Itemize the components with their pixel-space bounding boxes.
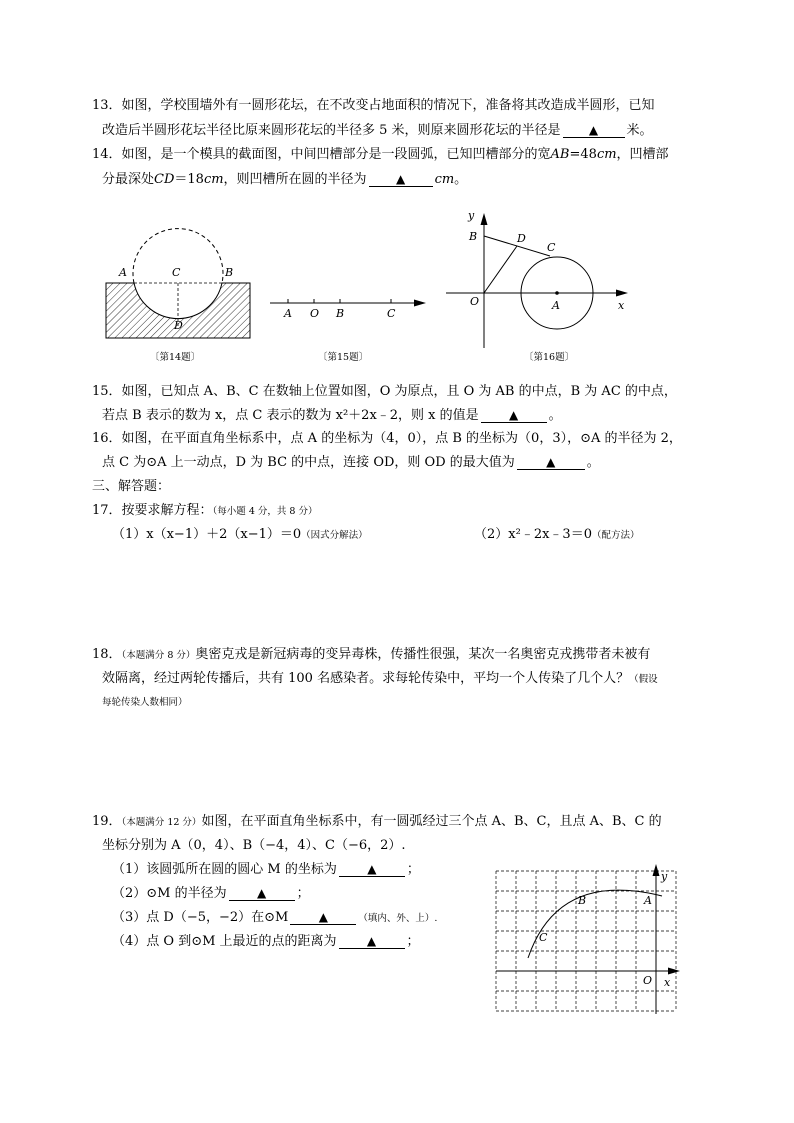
y-axis-arrow — [481, 213, 488, 225]
number-line-arrow — [414, 300, 426, 307]
q16-answer-blank[interactable]: ▲ — [517, 455, 585, 470]
label-b: B — [336, 307, 345, 320]
q15-line2: 若点 B 表示的数为 x，点 C 表示的数为 x²＋2x﹣2，则 x 的值是 ▲ 。 — [102, 408, 562, 423]
figure-14 — [100, 218, 260, 368]
q19-sub4: （4）点 O 到⊙M 上最近的点的距离为 ▲ ； — [112, 934, 420, 949]
q18-line2: 效隔离，经过两轮传播后，共有 100 名感染者。求每轮传染中，平均一个人传染了几个人？（假设 — [102, 671, 658, 686]
label-x: x — [618, 299, 625, 312]
q16-line1: 16．如图，在平面直角坐标系中，点 A 的坐标为（4，0），点 B 的坐标为（0，3），⊙A 的半径为 2， — [92, 431, 682, 446]
x-axis-arrow — [616, 290, 628, 297]
figure-19 — [488, 862, 688, 1020]
q19-sub3-blank[interactable]: ▲ — [290, 910, 356, 925]
label-c: C — [172, 266, 181, 279]
q13-line1: 13．如图，学校围墙外有一圆形花坛，在不改变占地面积的情况下，准备将其改造成半圆形，已知 — [92, 98, 655, 113]
label-a: A — [644, 894, 652, 907]
q17-part1: （1）x（x−1）＋2（x−1）＝0（因式分解法） — [112, 527, 368, 542]
segment-od — [484, 246, 517, 293]
q13-answer-blank[interactable]: ▲ — [563, 123, 625, 138]
label-a: A — [284, 307, 292, 320]
q14-answer-blank[interactable]: ▲ — [369, 172, 433, 187]
caption-14: 〔第14题〕 — [150, 352, 201, 363]
q18-line1: 18．（本题满分 8 分）奥密克戎是新冠病毒的变异毒株，传播性很强，某次一名奥密克戎携带者未被有 — [92, 647, 651, 662]
label-d: D — [517, 232, 526, 245]
q14-line1: 14．如图，是一个模具的截面图，中间凹槽部分是一段圆弧，已知凹槽部分的宽AB=48cm，凹槽部 — [92, 147, 669, 162]
section-3-heading: 三、解答题： — [92, 479, 171, 494]
label-b: B — [578, 894, 587, 907]
figure-15 — [268, 290, 428, 368]
label-y: y — [468, 209, 475, 222]
label-o: O — [310, 307, 320, 320]
q16-line2: 点 C 为⊙A 上一动点，D 为 BC 的中点，连接 OD，则 OD 的最大值为 ▲ 。 — [102, 455, 600, 470]
q19-sub1-blank[interactable]: ▲ — [339, 862, 405, 877]
q19-line1: 19．（本题满分 12 分）如图，在平面直角坐标系中，有一圆弧经过三个点 A、B、C，且点 A、B、C 的 — [92, 814, 662, 829]
figure-16 — [446, 205, 636, 368]
q19-sub3: （3）点 D（−5，−2）在⊙M ▲ （填内、外、上）. — [112, 910, 438, 925]
caption-15: 〔第15题〕 — [318, 352, 369, 363]
dashed-grid — [496, 871, 676, 1011]
q18-line3: 每轮传染人数相同） — [102, 697, 188, 708]
q19-sub2-blank[interactable]: ▲ — [229, 886, 295, 901]
arc-abc — [528, 890, 662, 958]
label-d: D — [174, 319, 183, 332]
q14-line2: 分最深处CD＝18cm，则凹槽所在圆的半径为 ▲ cm。 — [102, 172, 468, 187]
label-b: B — [469, 230, 478, 243]
label-c: C — [387, 307, 396, 320]
q19-sub2: （2）⊙M 的半径为 ▲ ； — [112, 886, 310, 901]
point-a — [555, 291, 559, 295]
label-b: B — [225, 266, 234, 279]
q17-part2: （2）x²﹣2x﹣3＝0（配方法） — [474, 527, 640, 542]
q19-line2: 坐标分别为 A（0，4）、B（−4，4）、C（−6，2）. — [102, 838, 406, 853]
x-axis-arrow — [668, 968, 680, 975]
y-axis-arrow — [653, 864, 660, 876]
q15-line1: 15．如图，已知点 A、B、C 在数轴上位置如图，O 为原点，且 O 为 AB 的中点，B 为 AC 的中点， — [92, 384, 677, 399]
label-y: y — [661, 870, 668, 883]
label-c: C — [539, 931, 548, 944]
q17-title: 17．按要求解方程：（每小题 4 分，共 8 分） — [92, 503, 318, 518]
label-x: x — [664, 976, 671, 989]
q19-sub1: （1）该圆弧所在圆的圆心 M 的坐标为 ▲ ； — [112, 862, 420, 877]
label-a: A — [552, 299, 560, 312]
label-o: O — [470, 295, 480, 308]
q19-sub4-blank[interactable]: ▲ — [339, 934, 405, 949]
label-o: O — [643, 974, 653, 987]
q13-line2: 改造后半圆形花坛半径比原来圆形花坛的半径多 5 米，则原来圆形花坛的半径是 ▲ 米。 — [102, 123, 653, 138]
caption-16: 〔第16题〕 — [524, 352, 575, 363]
label-c: C — [547, 241, 556, 254]
q15-answer-blank[interactable]: ▲ — [481, 408, 547, 423]
label-a: A — [119, 266, 127, 279]
